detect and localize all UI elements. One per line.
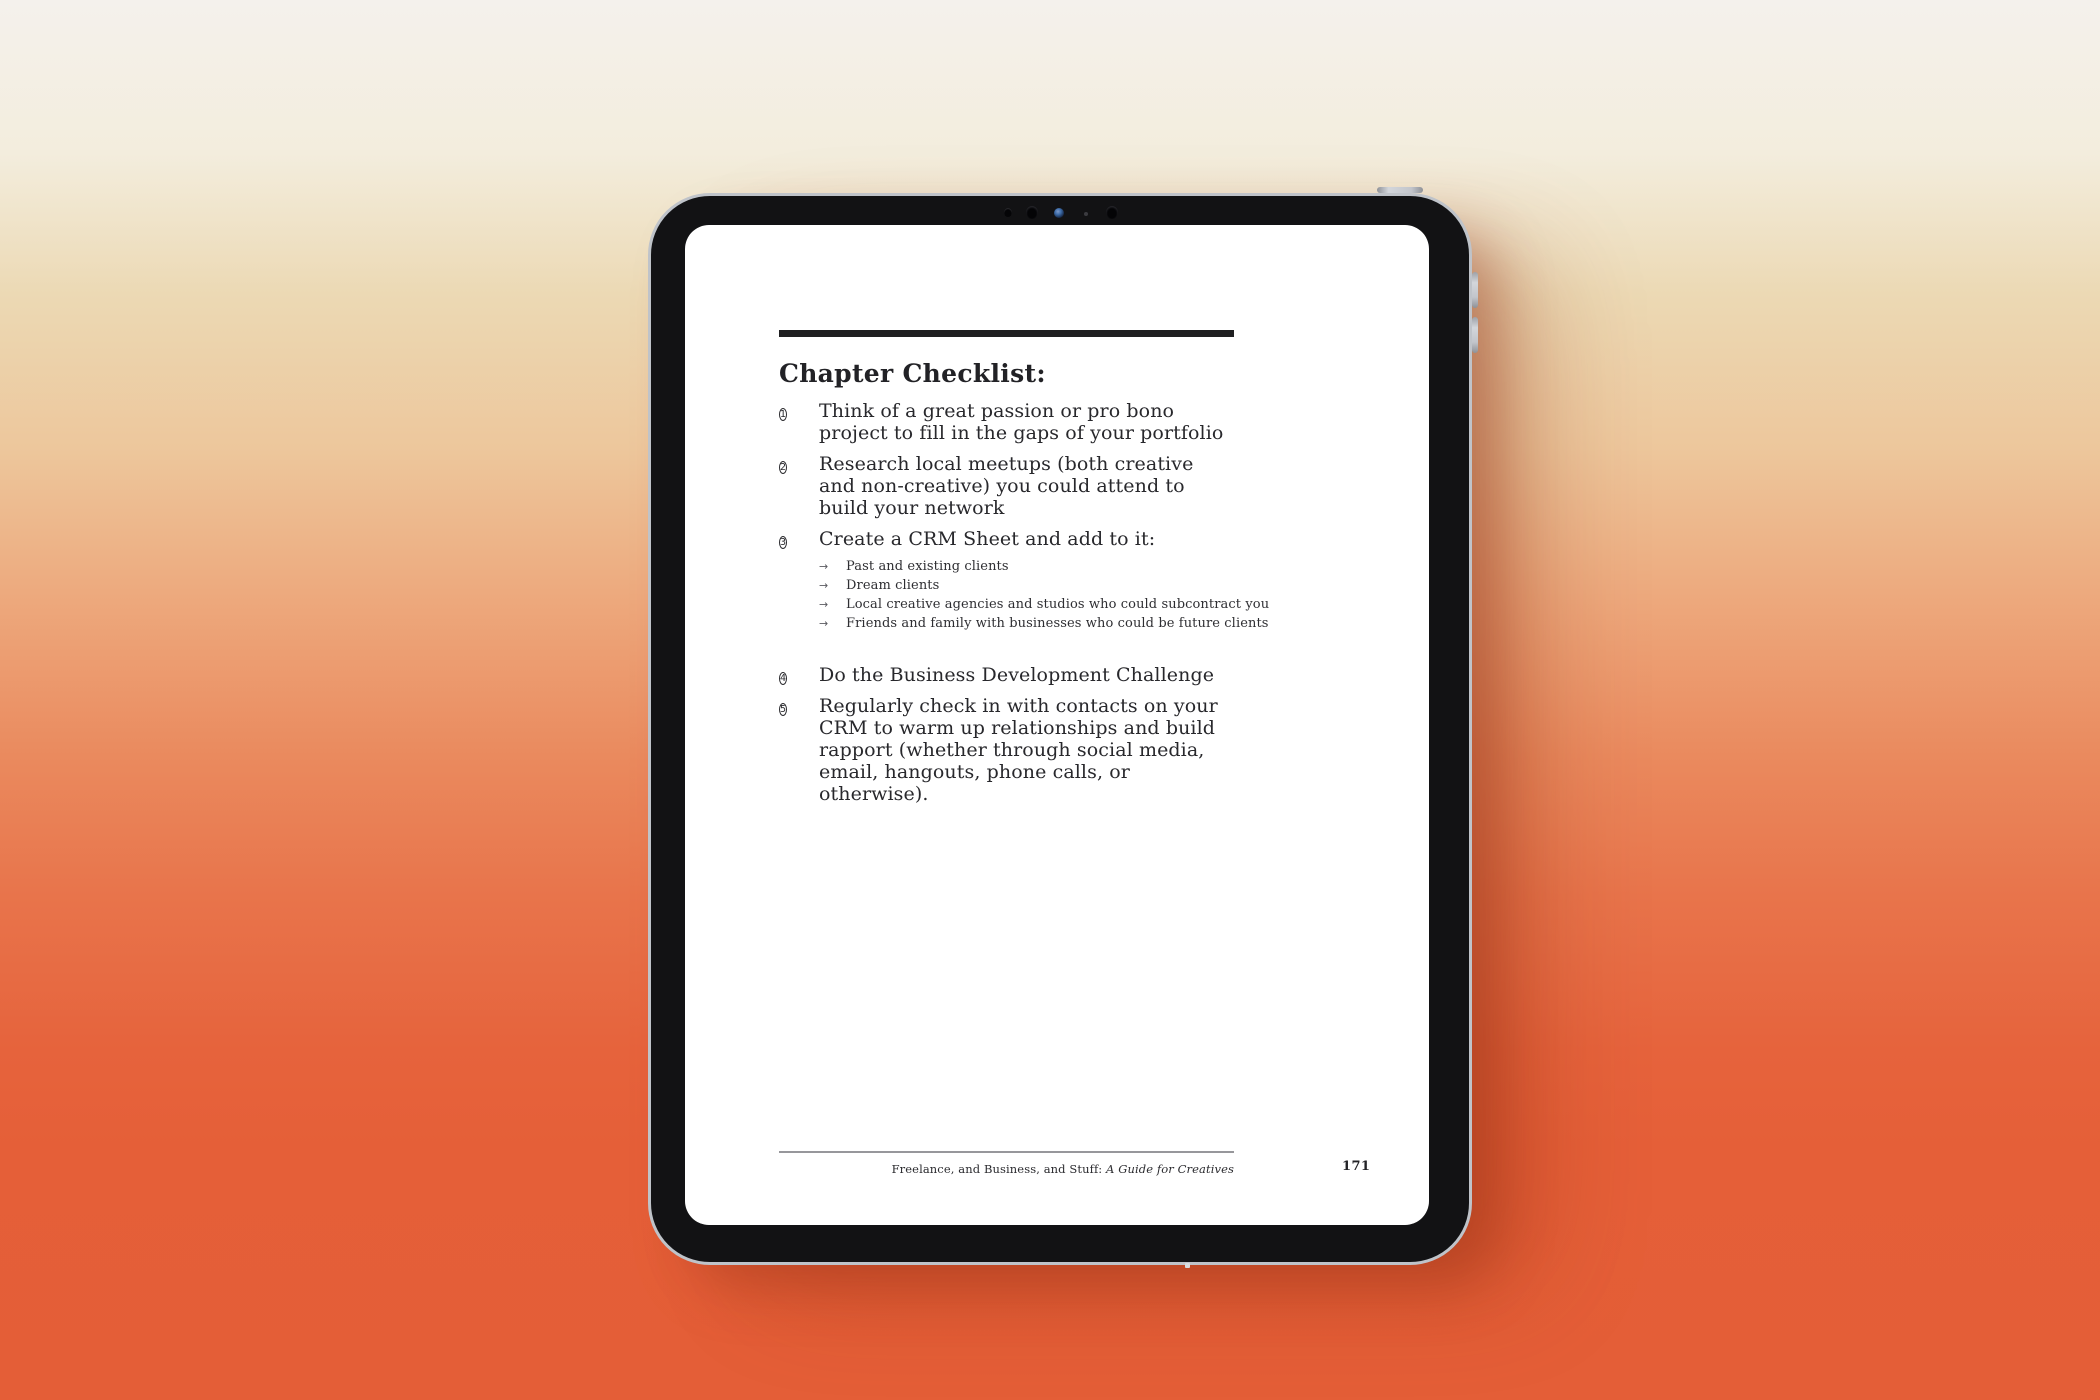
proximity-sensor-icon — [1004, 208, 1012, 217]
sub-list-item-text: Friends and family with businesses who could be future clients — [846, 616, 1269, 631]
tablet-screen — [685, 225, 1429, 1225]
checklist-item-text: Create a CRM Sheet and add to it: → Past and existing clients → Dream clients → Local creative agencies and studios who could subcontract you → Friends and family with businesses who could be future clients — [819, 528, 1270, 631]
item-number-badge — [779, 453, 819, 519]
tablet-device-frame — [648, 193, 1472, 1265]
section-divider-rule — [779, 330, 1234, 337]
circled-number-icon: 4 — [780, 673, 787, 684]
item-number-badge — [779, 528, 819, 655]
crm-sub-list — [819, 557, 1270, 633]
arrow-right-icon: → — [819, 598, 829, 611]
microphone-dot-icon — [1084, 212, 1088, 216]
power-button — [1377, 187, 1423, 193]
circled-number-icon: 2 — [780, 462, 787, 473]
item-number-badge — [779, 664, 819, 686]
sub-list-item-text: Past and existing clients — [846, 559, 1009, 574]
checklist-item-text: Think of a great passion or pro bono project to fill in the gaps of your portfolio — [819, 400, 1224, 444]
item-number-badge — [779, 400, 819, 444]
page-footer — [779, 1151, 1234, 1176]
sub-list-item-text: Local creative agencies and studios who could subcontract you — [846, 597, 1270, 612]
checklist-item — [779, 695, 1234, 805]
checklist-item — [779, 453, 1234, 519]
checklist-item-text: Research local meetups (both creative and non-creative) you could attend to build your network — [819, 453, 1194, 519]
footer-divider-rule — [779, 1151, 1234, 1153]
sub-list-item — [819, 614, 1269, 633]
front-camera-icon — [1026, 206, 1038, 219]
checklist-item — [779, 528, 1270, 655]
camera-lens-icon — [1054, 208, 1064, 218]
footer-book-title — [779, 1162, 1234, 1176]
checklist-item — [779, 664, 1234, 686]
arrow-right-icon: → — [819, 617, 829, 630]
sub-list-item — [819, 576, 1231, 595]
truedepth-camera-icon — [1106, 206, 1118, 219]
checklist-item-text: Do the Business Development Challenge — [819, 664, 1215, 686]
arrow-right-icon: → — [819, 560, 829, 573]
item-number-badge — [779, 695, 819, 805]
footer-book-title-italic: A Guide for Creatives — [1106, 1162, 1234, 1176]
page-number: 171 — [1342, 1159, 1371, 1174]
book-page-content — [779, 330, 1270, 814]
volume-down-button — [1472, 317, 1478, 353]
circled-number-icon: 3 — [780, 537, 787, 548]
sub-list-item — [819, 595, 1270, 614]
sub-list-item — [819, 557, 1231, 576]
arrow-right-icon: → — [819, 579, 829, 592]
circled-number-icon: 5 — [780, 704, 787, 715]
checklist-item — [779, 400, 1234, 444]
charging-port-notch — [1185, 1263, 1190, 1268]
volume-up-button — [1472, 272, 1478, 308]
checklist-item-text: Regularly check in with contacts on your CRM to warm up relationships and build rapport (whether through social media, email, hangouts, phone calls, or otherwise). — [819, 695, 1218, 805]
circled-number-icon: 1 — [780, 409, 787, 420]
footer-book-title-roman: Freelance, and Business, and Stuff: — [891, 1162, 1107, 1176]
page-title: Chapter Checklist: — [779, 359, 1046, 388]
chapter-checklist — [779, 400, 1270, 805]
sub-list-item-text: Dream clients — [846, 578, 940, 593]
